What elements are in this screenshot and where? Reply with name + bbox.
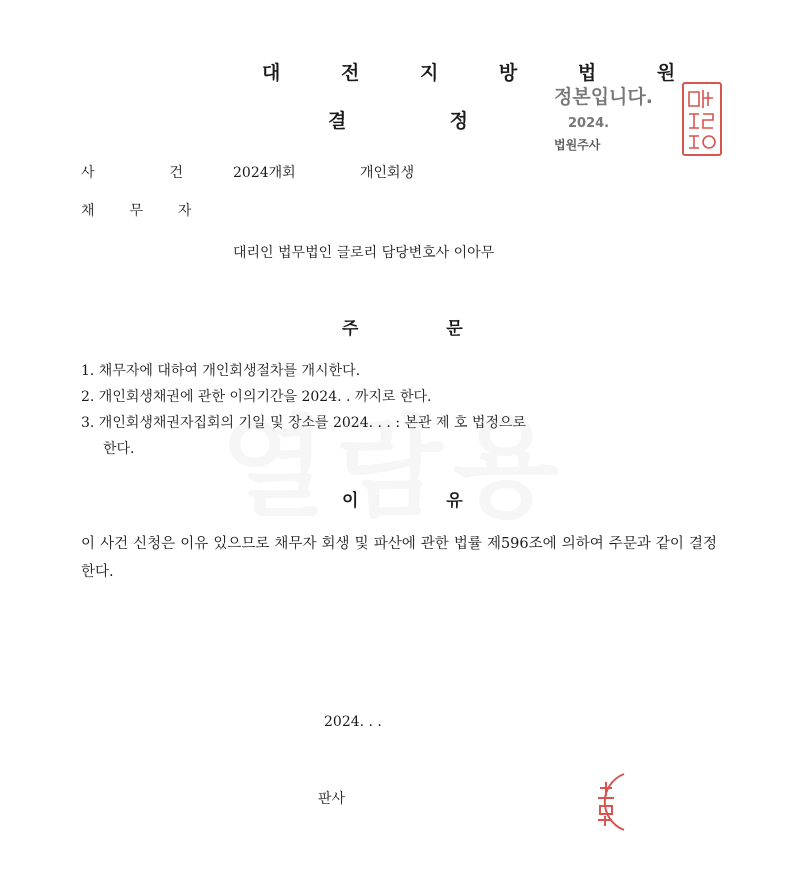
judge-label: 판사 (318, 791, 346, 807)
document-title-char-2: 정 (449, 110, 468, 132)
clerk-seal (682, 82, 722, 156)
reason-heading (342, 486, 463, 511)
certified-copy-stamp (548, 78, 720, 158)
reason-heading-char-1: 이 (342, 491, 359, 511)
case-name: 개인회생 (360, 165, 415, 181)
court-name: 대 전 지 방 법 원 (262, 62, 703, 84)
order-heading-char-2: 문 (446, 319, 463, 339)
case-label (81, 162, 183, 182)
case-label-char-2: 건 (169, 165, 183, 181)
clerk-seal-icon (684, 84, 720, 154)
debtor-agent: 대리인 법무법인 글로리 담당변호사 이아무 (233, 245, 495, 261)
case-number: 2024개회 (233, 165, 296, 181)
document-title-char-1: 결 (328, 110, 347, 132)
stamp-date: 2024. (568, 116, 610, 131)
debtor-label (81, 200, 191, 220)
stamp-clerk: 법원주사 (554, 138, 601, 152)
order-item-2: 2. 개인회생채권에 관한 이의기간을 2024. . 까지로 한다. (81, 389, 432, 405)
judge-seal-icon (588, 770, 626, 834)
order-heading (342, 314, 463, 339)
reason-heading-char-2: 유 (446, 491, 463, 511)
order-item-3-continued: 한다. (103, 441, 135, 457)
judge-seal (588, 770, 626, 834)
debtor-label-char-3: 자 (177, 203, 192, 219)
debtor-label-char-1: 채 (81, 203, 95, 219)
order-heading-char-1: 주 (342, 319, 359, 339)
reason-text: 이 사건 신청은 이유 있으므로 채무자 회생 및 파산에 관한 법률 제596조에 의하여 주문과 같이 결정한다. (81, 536, 717, 580)
stamp-main-text: 정본입니다. (554, 86, 653, 108)
debtor-label-char-2: 무 (129, 203, 143, 219)
document-title (328, 106, 468, 133)
decision-date: 2024. . . (324, 714, 382, 730)
order-item-1: 1. 채무자에 대하여 개인회생절차를 개시한다. (81, 363, 361, 379)
order-item-3: 3. 개인회생채권자집회의 기일 및 장소를 2024. . . : 본관 제 호 법정으로 (81, 415, 527, 431)
case-label-char-1: 사 (81, 165, 95, 181)
